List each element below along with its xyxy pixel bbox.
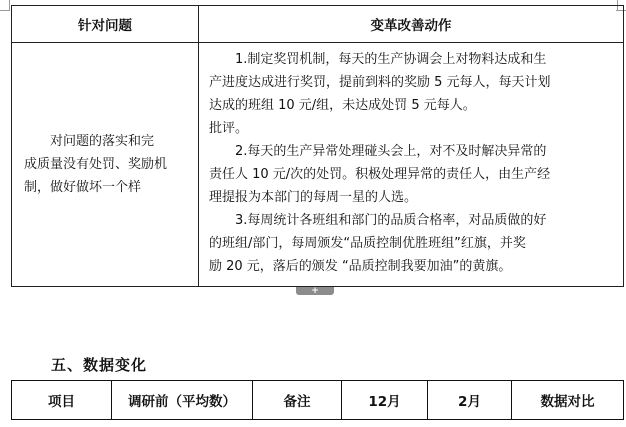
data-change-table: [11, 380, 624, 420]
action-line: 责任人 10 元/次的处罚。积极处理异常的责任人，由生产经: [209, 167, 551, 182]
column-header: 调研前（平均数）: [112, 381, 253, 420]
column-header: 项目: [12, 381, 112, 420]
table-header-row: [12, 381, 624, 420]
action-line: 3.每周统计各班组和部门的品质合格率，对品质做的好: [235, 213, 547, 228]
page-corner-mark: [9, 0, 10, 10]
column-header: 数据对比: [512, 381, 624, 420]
section-heading: 五、数据变化: [51, 356, 148, 374]
action-text: [209, 43, 615, 278]
action-cell[interactable]: [199, 43, 624, 287]
problem-line: 对问题的落实和完: [50, 134, 155, 149]
action-line: 的班组/部门，每周颁发“品质控制优胜班组”红旗，并奖: [209, 236, 526, 251]
table-header-row: [12, 6, 624, 43]
improvement-table: [11, 5, 624, 287]
action-line: 1.制定奖罚机制，每天的生产协调会上对物料达成和生: [235, 52, 547, 67]
page-corner-mark: [0, 10, 10, 11]
problem-line: 制，做好做坏一个样: [24, 180, 142, 195]
table-expand-button[interactable]: +: [296, 287, 334, 295]
action-line: 产进度达成进行奖罚，提前到料的奖励 5 元每人，每天计划: [209, 75, 551, 90]
table-row: [12, 43, 624, 287]
column-header: 2月: [428, 381, 512, 420]
action-line: 2.每天的生产异常处理碰头会上，对不及时解决异常的: [235, 144, 547, 159]
action-line: 批评。: [209, 121, 249, 136]
column-header: 12月: [342, 381, 428, 420]
action-line: 理提报为本部门的每周一星的人选。: [209, 190, 418, 205]
action-line: 励 20 元，落后的颁发 “品质控制我要加油”的黄旗。: [209, 259, 512, 274]
action-header: 变革改善动作: [199, 6, 624, 43]
problem-line: 成质量没有处罚、奖励机: [24, 157, 168, 172]
problem-text: [24, 130, 188, 199]
problem-header: 针对问题: [12, 6, 199, 43]
column-header: 备注: [253, 381, 342, 420]
action-line: 达成的班组 10 元/组，未达成处罚 5 元每人。: [209, 98, 476, 113]
problem-cell[interactable]: [12, 43, 199, 287]
